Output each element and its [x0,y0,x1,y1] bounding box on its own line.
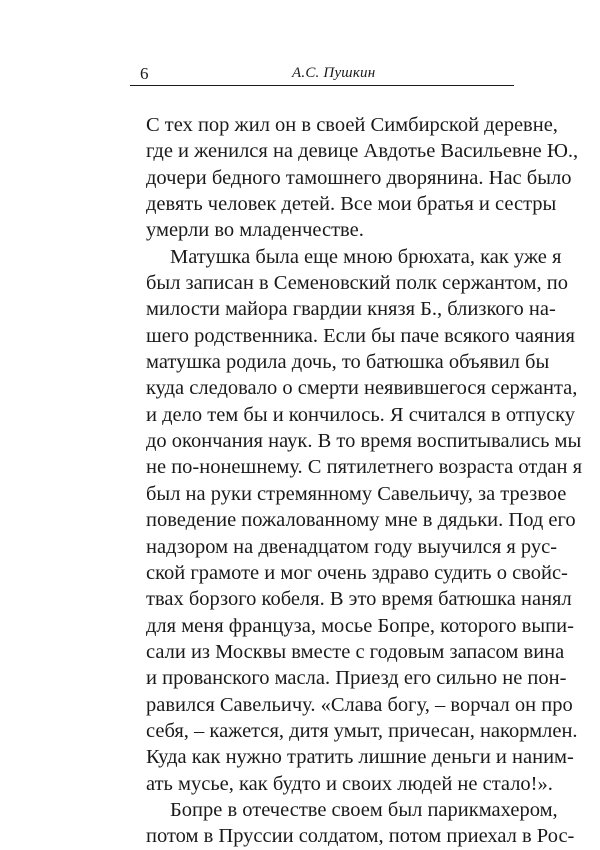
text-line: дочери бедного тамошнего дворянина. Нас было [146,166,572,189]
text-line: куда следовало о смерти неявившегося сержанта, [146,377,578,400]
running-head [130,56,514,86]
text-line: Куда как нужно тратить лишние деньги и наним- [146,746,574,769]
text-line: себя, – кажется, дитя умыт, причесан, накормлен. [146,719,578,742]
text-line: и прованского масла. Приезд его сильно не пон- [146,667,567,690]
text-line: не по-нонешнему. С пятилетнего возраста отдан я [146,456,583,479]
text-line: С тех пор жил он в своей Симбирской деревне, [146,114,558,136]
text-line: до окончания наук. В то время воспитывались мы [146,430,582,453]
text-line: поведение пожалованному мне в дядьки. Под его [146,509,576,532]
text-line: потом в Пруссии солдатом, потом приехал в Рос- [146,825,575,848]
text-line: милости майора гвардии князя Б., близкого на- [146,298,556,321]
text-line: был записан в Семеновский полк сержантом, по [146,272,568,295]
text-line: ать мусье, как будто и своих людей не стало!». [146,772,553,795]
text-line: сали из Москвы вместе с годовым запасом вина [146,640,565,663]
text-line: матушка родила дочь, то батюшка объявил бы [146,351,550,374]
header-rule [130,85,514,86]
text-line: и дело тем бы и кончилось. Я считался в отпуску [146,403,576,426]
text-line: равился Савельичу. «Слава богу, – ворчал он про [146,693,573,716]
header-author: А.С. Пушкин [292,65,376,81]
text-line: умерли во младенчестве. [146,219,364,242]
text-line: Матушка была еще мною брюхата, как уже я [170,245,562,268]
page-number: 6 [140,64,149,83]
body-text [146,112,583,850]
text-line: ской грамоте и мог очень здраво судить о свойс- [146,561,568,584]
text-line: шего родственника. Если бы паче всякого чаяния [146,324,575,347]
text-line: девять человек детей. Все мои братья и сестры [146,193,557,216]
text-line: надзором на двенадцатом году выучился я рус- [146,535,558,558]
text-line: где и женился на девице Авдотье Васильевне Ю., [146,140,579,163]
text-line: твах борзого кобеля. В это время батюшка нанял [146,588,572,611]
text-line: для меня француза, мосье Бопре, которого выпи- [146,614,574,637]
text-line: был на руки стремянному Савельичу, за трезвое [146,482,567,505]
text-line: Бопре в отечестве своем был парикмахером, [170,798,558,821]
